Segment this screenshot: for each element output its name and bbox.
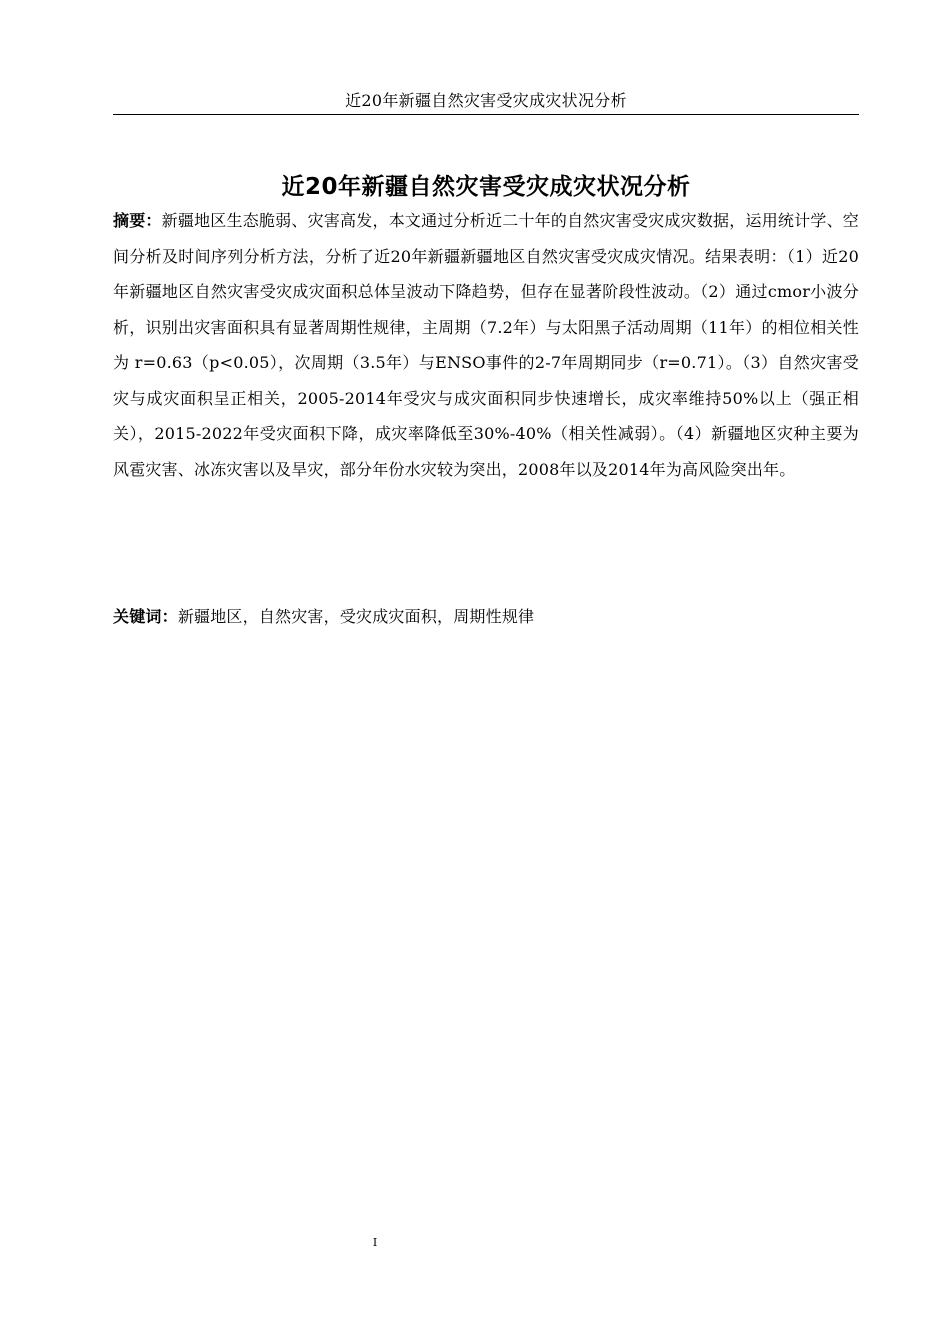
keywords-text: 新疆地区，自然灾害，受灾成灾面积，周期性规律 [177, 607, 535, 626]
page-number: I [372, 1236, 378, 1249]
abstract-paragraph [113, 203, 859, 487]
running-header: 近20年新疆自然灾害受灾成灾状况分析 [345, 91, 627, 110]
document-title: 近20年新疆自然灾害受灾成灾状况分析 [281, 174, 691, 200]
header-divider [113, 114, 859, 115]
abstract-label: 摘要： [113, 211, 162, 230]
keywords-line [113, 599, 859, 634]
abstract-text: 新疆地区生态脆弱、灾害高发，本文通过分析近二十年的自然灾害受灾成灾数据，运用统计学、空间分析及时间序列分析方法，分析了近20年新疆新疆地区自然灾害受灾成灾情况。结果表明：（1）近20年新疆地区自然灾害受灾成灾面积总体呈波动下降趋势，但存在显著阶段性波动。（2）通过cmor小波分析，识别出灾害面积具有显著周期性规律，主周期（7.2年）与太阳黑子活动周期（11年）的相位相关性为 r=0.63（p<0.05），次周期（3.5年）与ENSO事件的2-7年周期同步（r=0.71）。（3）自然灾害受灾与成灾面积呈正相关，2005-2014年受灾与成灾面积同步快速增长，成灾率维持50%以上（强正相关），2015-2022年受灾面积下降，成灾率降低至30%-40%（相关性减弱）。（4）新疆地区灾种主要为风雹灾害、冰冻灾害以及旱灾，部分年份水灾较为突出，2008年以及2014年为高风险突出年。 [113, 211, 859, 479]
keywords-label: 关键词： [113, 607, 178, 626]
